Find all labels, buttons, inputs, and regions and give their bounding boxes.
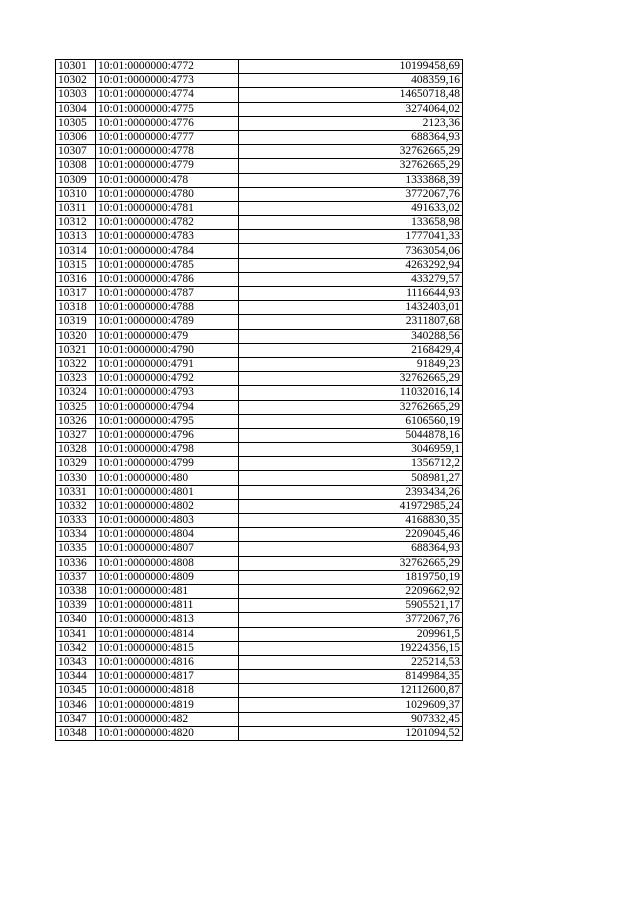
value-cell: 32762665,29 (239, 372, 463, 386)
cadastral-number-cell: 10:01:0000000:482 (96, 712, 239, 726)
cadastral-number-cell: 10:01:0000000:4772 (96, 60, 239, 74)
cadastral-number-cell: 10:01:0000000:478 (96, 173, 239, 187)
row-number-cell: 10338 (56, 584, 96, 598)
table-row (56, 187, 463, 201)
cadastral-number-cell: 10:01:0000000:4818 (96, 684, 239, 698)
value-cell: 32762665,29 (239, 159, 463, 173)
table-row (56, 698, 463, 712)
cadastral-number-cell: 10:01:0000000:4787 (96, 287, 239, 301)
value-cell: 32762665,29 (239, 145, 463, 159)
cadastral-number-cell: 10:01:0000000:4784 (96, 244, 239, 258)
row-number-cell: 10331 (56, 485, 96, 499)
row-number-cell: 10330 (56, 471, 96, 485)
value-cell: 41972985,24 (239, 499, 463, 513)
value-cell: 1029609,37 (239, 698, 463, 712)
cadastral-number-cell: 10:01:0000000:4811 (96, 599, 239, 613)
table-row (56, 712, 463, 726)
cadastral-number-cell: 10:01:0000000:4777 (96, 130, 239, 144)
value-cell: 1333868,39 (239, 173, 463, 187)
value-cell: 1819750,19 (239, 570, 463, 584)
cadastral-number-cell: 10:01:0000000:4816 (96, 655, 239, 669)
cadastral-value-table (55, 59, 463, 741)
cadastral-number-cell: 10:01:0000000:4785 (96, 258, 239, 272)
value-cell: 3772067,76 (239, 187, 463, 201)
table-row (56, 173, 463, 187)
value-cell: 6106560,19 (239, 414, 463, 428)
table-row (56, 556, 463, 570)
value-cell: 688364,93 (239, 542, 463, 556)
cadastral-number-cell: 10:01:0000000:4790 (96, 343, 239, 357)
table-row (56, 599, 463, 613)
row-number-cell: 10305 (56, 116, 96, 130)
row-number-cell: 10323 (56, 372, 96, 386)
table-row (56, 102, 463, 116)
row-number-cell: 10344 (56, 670, 96, 684)
cadastral-number-cell: 10:01:0000000:4820 (96, 726, 239, 740)
table-row (56, 386, 463, 400)
value-cell: 133658,98 (239, 216, 463, 230)
row-number-cell: 10340 (56, 613, 96, 627)
row-number-cell: 10301 (56, 60, 96, 74)
row-number-cell: 10310 (56, 187, 96, 201)
value-cell: 3046959,1 (239, 443, 463, 457)
cadastral-number-cell: 10:01:0000000:4799 (96, 457, 239, 471)
table-row (56, 726, 463, 740)
value-cell: 2209662,92 (239, 584, 463, 598)
cadastral-number-cell: 10:01:0000000:4779 (96, 159, 239, 173)
table-row (56, 641, 463, 655)
row-number-cell: 10315 (56, 258, 96, 272)
table-body (56, 60, 463, 741)
cadastral-number-cell: 10:01:0000000:4793 (96, 386, 239, 400)
row-number-cell: 10336 (56, 556, 96, 570)
table-row (56, 272, 463, 286)
row-number-cell: 10312 (56, 216, 96, 230)
table-row (56, 514, 463, 528)
cadastral-number-cell: 10:01:0000000:4780 (96, 187, 239, 201)
table-row (56, 670, 463, 684)
value-cell: 491633,02 (239, 201, 463, 215)
cadastral-number-cell: 10:01:0000000:4819 (96, 698, 239, 712)
cadastral-number-cell: 10:01:0000000:4786 (96, 272, 239, 286)
table-row (56, 88, 463, 102)
row-number-cell: 10347 (56, 712, 96, 726)
row-number-cell: 10339 (56, 599, 96, 613)
table-row (56, 428, 463, 442)
cadastral-number-cell: 10:01:0000000:4775 (96, 102, 239, 116)
table-row (56, 414, 463, 428)
value-cell: 32762665,29 (239, 400, 463, 414)
row-number-cell: 10346 (56, 698, 96, 712)
value-cell: 19224356,15 (239, 641, 463, 655)
value-cell: 2393434,26 (239, 485, 463, 499)
row-number-cell: 10318 (56, 301, 96, 315)
table-row (56, 159, 463, 173)
row-number-cell: 10317 (56, 287, 96, 301)
table-row (56, 499, 463, 513)
cadastral-number-cell: 10:01:0000000:4791 (96, 357, 239, 371)
cadastral-number-cell: 10:01:0000000:4817 (96, 670, 239, 684)
row-number-cell: 10320 (56, 329, 96, 343)
table-row (56, 315, 463, 329)
table-row (56, 74, 463, 88)
value-cell: 10199458,69 (239, 60, 463, 74)
table-row (56, 570, 463, 584)
cadastral-number-cell: 10:01:0000000:480 (96, 471, 239, 485)
row-number-cell: 10343 (56, 655, 96, 669)
cadastral-number-cell: 10:01:0000000:4773 (96, 74, 239, 88)
table-row (56, 287, 463, 301)
row-number-cell: 10325 (56, 400, 96, 414)
row-number-cell: 10341 (56, 627, 96, 641)
row-number-cell: 10329 (56, 457, 96, 471)
value-cell: 408359,16 (239, 74, 463, 88)
row-number-cell: 10313 (56, 230, 96, 244)
value-cell: 1432403,01 (239, 301, 463, 315)
cadastral-number-cell: 10:01:0000000:4792 (96, 372, 239, 386)
cadastral-number-cell: 10:01:0000000:4808 (96, 556, 239, 570)
value-cell: 32762665,29 (239, 556, 463, 570)
cadastral-number-cell: 10:01:0000000:4788 (96, 301, 239, 315)
table-row (56, 216, 463, 230)
value-cell: 4263292,94 (239, 258, 463, 272)
table-row (56, 584, 463, 598)
value-cell: 12112600,87 (239, 684, 463, 698)
cadastral-number-cell: 10:01:0000000:481 (96, 584, 239, 598)
value-cell: 225214,53 (239, 655, 463, 669)
value-cell: 209961,5 (239, 627, 463, 641)
value-cell: 5905521,17 (239, 599, 463, 613)
table-row (56, 60, 463, 74)
cadastral-number-cell: 10:01:0000000:4795 (96, 414, 239, 428)
row-number-cell: 10345 (56, 684, 96, 698)
row-number-cell: 10335 (56, 542, 96, 556)
cadastral-number-cell: 10:01:0000000:4781 (96, 201, 239, 215)
cadastral-number-cell: 10:01:0000000:4813 (96, 613, 239, 627)
table-row (56, 400, 463, 414)
value-cell: 2168429,4 (239, 343, 463, 357)
table-row (56, 372, 463, 386)
row-number-cell: 10326 (56, 414, 96, 428)
row-number-cell: 10306 (56, 130, 96, 144)
cadastral-number-cell: 10:01:0000000:4801 (96, 485, 239, 499)
row-number-cell: 10334 (56, 528, 96, 542)
row-number-cell: 10308 (56, 159, 96, 173)
table-row (56, 301, 463, 315)
table-row (56, 627, 463, 641)
value-cell: 11032016,14 (239, 386, 463, 400)
cadastral-number-cell: 10:01:0000000:4807 (96, 542, 239, 556)
table-row (56, 329, 463, 343)
row-number-cell: 10321 (56, 343, 96, 357)
row-number-cell: 10327 (56, 428, 96, 442)
value-cell: 2123,36 (239, 116, 463, 130)
row-number-cell: 10304 (56, 102, 96, 116)
value-cell: 340288,56 (239, 329, 463, 343)
value-cell: 688364,93 (239, 130, 463, 144)
value-cell: 3772067,76 (239, 613, 463, 627)
row-number-cell: 10319 (56, 315, 96, 329)
table-row (56, 542, 463, 556)
value-cell: 5044878,16 (239, 428, 463, 442)
table-row (56, 230, 463, 244)
cadastral-number-cell: 10:01:0000000:4796 (96, 428, 239, 442)
value-cell: 1201094,52 (239, 726, 463, 740)
row-number-cell: 10303 (56, 88, 96, 102)
row-number-cell: 10337 (56, 570, 96, 584)
row-number-cell: 10328 (56, 443, 96, 457)
cadastral-number-cell: 10:01:0000000:4809 (96, 570, 239, 584)
cadastral-number-cell: 10:01:0000000:4814 (96, 627, 239, 641)
table-row (56, 613, 463, 627)
cadastral-number-cell: 10:01:0000000:479 (96, 329, 239, 343)
row-number-cell: 10322 (56, 357, 96, 371)
table-row (56, 528, 463, 542)
cadastral-number-cell: 10:01:0000000:4774 (96, 88, 239, 102)
row-number-cell: 10348 (56, 726, 96, 740)
cadastral-number-cell: 10:01:0000000:4794 (96, 400, 239, 414)
cadastral-number-cell: 10:01:0000000:4776 (96, 116, 239, 130)
table-row (56, 244, 463, 258)
row-number-cell: 10342 (56, 641, 96, 655)
row-number-cell: 10302 (56, 74, 96, 88)
value-cell: 3274064,02 (239, 102, 463, 116)
value-cell: 1116644,93 (239, 287, 463, 301)
table-row (56, 655, 463, 669)
row-number-cell: 10311 (56, 201, 96, 215)
value-cell: 508981,27 (239, 471, 463, 485)
value-cell: 14650718,48 (239, 88, 463, 102)
value-cell: 4168830,35 (239, 514, 463, 528)
table-row (56, 357, 463, 371)
table-row (56, 130, 463, 144)
cadastral-number-cell: 10:01:0000000:4782 (96, 216, 239, 230)
table-row (56, 443, 463, 457)
value-cell: 2209045,46 (239, 528, 463, 542)
row-number-cell: 10324 (56, 386, 96, 400)
table-row (56, 684, 463, 698)
cadastral-number-cell: 10:01:0000000:4783 (96, 230, 239, 244)
value-cell: 2311807,68 (239, 315, 463, 329)
table-row (56, 116, 463, 130)
cadastral-number-cell: 10:01:0000000:4803 (96, 514, 239, 528)
cadastral-number-cell: 10:01:0000000:4802 (96, 499, 239, 513)
value-cell: 91849,23 (239, 357, 463, 371)
cadastral-number-cell: 10:01:0000000:4789 (96, 315, 239, 329)
cadastral-number-cell: 10:01:0000000:4815 (96, 641, 239, 655)
table-row (56, 145, 463, 159)
value-cell: 8149984,35 (239, 670, 463, 684)
cadastral-number-cell: 10:01:0000000:4804 (96, 528, 239, 542)
row-number-cell: 10333 (56, 514, 96, 528)
table-row (56, 457, 463, 471)
value-cell: 7363054,06 (239, 244, 463, 258)
value-cell: 433279,57 (239, 272, 463, 286)
value-cell: 1777041,33 (239, 230, 463, 244)
table-row (56, 258, 463, 272)
table-row (56, 485, 463, 499)
cadastral-number-cell: 10:01:0000000:4798 (96, 443, 239, 457)
cadastral-number-cell: 10:01:0000000:4778 (96, 145, 239, 159)
row-number-cell: 10314 (56, 244, 96, 258)
row-number-cell: 10307 (56, 145, 96, 159)
table-row (56, 201, 463, 215)
row-number-cell: 10316 (56, 272, 96, 286)
row-number-cell: 10332 (56, 499, 96, 513)
row-number-cell: 10309 (56, 173, 96, 187)
table-row (56, 471, 463, 485)
value-cell: 1356712,2 (239, 457, 463, 471)
table-row (56, 343, 463, 357)
value-cell: 907332,45 (239, 712, 463, 726)
